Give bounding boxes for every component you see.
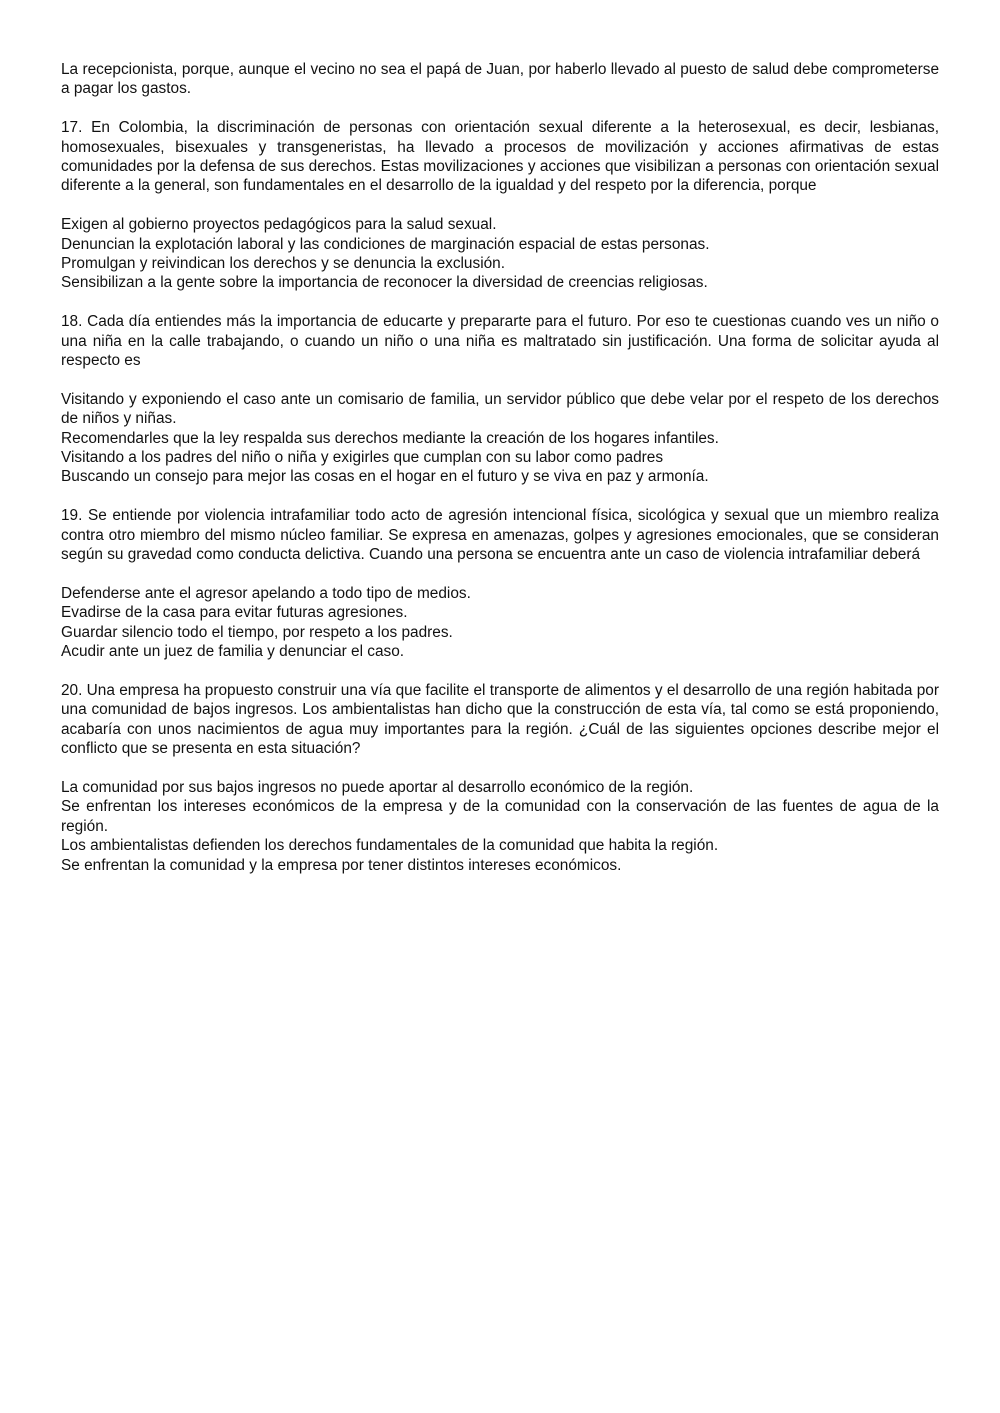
question-18-option-b[interactable]: Recomendarles que la ley respalda sus derechos mediante la creación de los hogares infantiles.	[61, 429, 719, 447]
question-20-option-b[interactable]: Se enfrentan los intereses económicos de la empresa y de la comunidad con la conservación de las fuentes de agua de la región.	[61, 798, 939, 835]
question-17-option-c[interactable]: Promulgan y reivindican los derechos y se denuncia la exclusión.	[61, 255, 506, 273]
question-20-option-a[interactable]: La comunidad por sus bajos ingresos no puede aportar al desarrollo económico de la región.	[61, 778, 694, 796]
question-20-options	[61, 778, 939, 875]
question-19-option-c[interactable]: Guardar silencio todo el tiempo, por respeto a los padres.	[61, 623, 453, 641]
question-17-stem: 17. En Colombia, la discriminación de personas con orientación sexual diferente a la heterosexual, es decir, lesbianas, homosexuales, bisexuales y transgeneristas, ha llevado a procesos de movilización y acciones afirmativas de estas comunidades por la defensa de sus derechos. Estas movilizaciones y acciones que visibilizan a personas con orientación sexual diferente a la general, son fundamentales en el desarrollo de la igualdad y del respeto por la diferencia, porque	[61, 119, 939, 195]
question-20-option-d[interactable]: Se enfrentan la comunidad y la empresa por tener distintos intereses económicos.	[61, 856, 622, 874]
question-17-option-b[interactable]: Denuncian la explotación laboral y las condiciones de marginación espacial de estas personas.	[61, 235, 710, 253]
question-18-option-a[interactable]: Visitando y exponiendo el caso ante un comisario de familia, un servidor público que debe velar por el respeto de los derechos de niños y niñas.	[61, 390, 939, 428]
question-17-options	[61, 215, 939, 293]
question-19-option-d[interactable]: Acudir ante un juez de familia y denunciar el caso.	[61, 643, 405, 661]
question-18-options	[61, 390, 939, 487]
question-18-option-d[interactable]: Buscando un consejo para mejor las cosas en el hogar en el futuro y se viva en paz y armonía.	[61, 468, 709, 486]
question-19-option-a[interactable]: Defenderse ante el agresor apelando a todo tipo de medios.	[61, 584, 471, 602]
question-19-option-b[interactable]: Evadirse de la casa para evitar futuras agresiones.	[61, 604, 408, 622]
question-18-option-c[interactable]: Visitando a los padres del niño o niña y exigirles que cumplan con su labor como padres	[61, 449, 664, 467]
question-20-stem: 20. Una empresa ha propuesto construir una vía que facilite el transporte de alimentos y el desarrollo de una región habitada por una comunidad de bajos ingresos. Los ambientalistas han dicho que la construcción de esta vía, tal como se está proponiendo, acabaría con unos nacimientos de agua muy importantes para la región. ¿Cuál de las siguientes opciones describe mejor el conflicto que se presenta en esta situación?	[61, 681, 939, 758]
question-19-options	[61, 584, 939, 662]
question-20-option-c[interactable]: Los ambientalistas defienden los derechos fundamentales de la comunidad que habita la región.	[61, 837, 719, 855]
question-17-option-d[interactable]: Sensibilizan a la gente sobre la importancia de reconocer la diversidad de creencias religiosas.	[61, 274, 708, 292]
question-17-option-a[interactable]: Exigen al gobierno proyectos pedagógicos para la salud sexual.	[61, 216, 497, 234]
intro-paragraph: La recepcionista, porque, aunque el vecino no sea el papá de Juan, por haberlo llevado al puesto de salud debe comprometerse a pagar los gastos.	[61, 61, 939, 98]
question-18-stem: 18. Cada día entiendes más la importancia de educarte y prepararte para el futuro. Por eso te cuestionas cuando ves un niño o una niña en la calle trabajando, o cuando un niño o una niña es maltratado sin justificación. Una forma de solicitar ayuda al respecto es	[61, 313, 939, 370]
question-19-stem: 19. Se entiende por violencia intrafamiliar todo acto de agresión intencional física, sicológica y sexual que un miembro realiza contra otro miembro del mismo núcleo familiar. Se expresa en amenazas, golpes y agresiones emocionales, que se consideran según su gravedad como conducta delictiva. Cuando una persona se encuentra ante un caso de violencia intrafamiliar deberá	[61, 507, 939, 564]
